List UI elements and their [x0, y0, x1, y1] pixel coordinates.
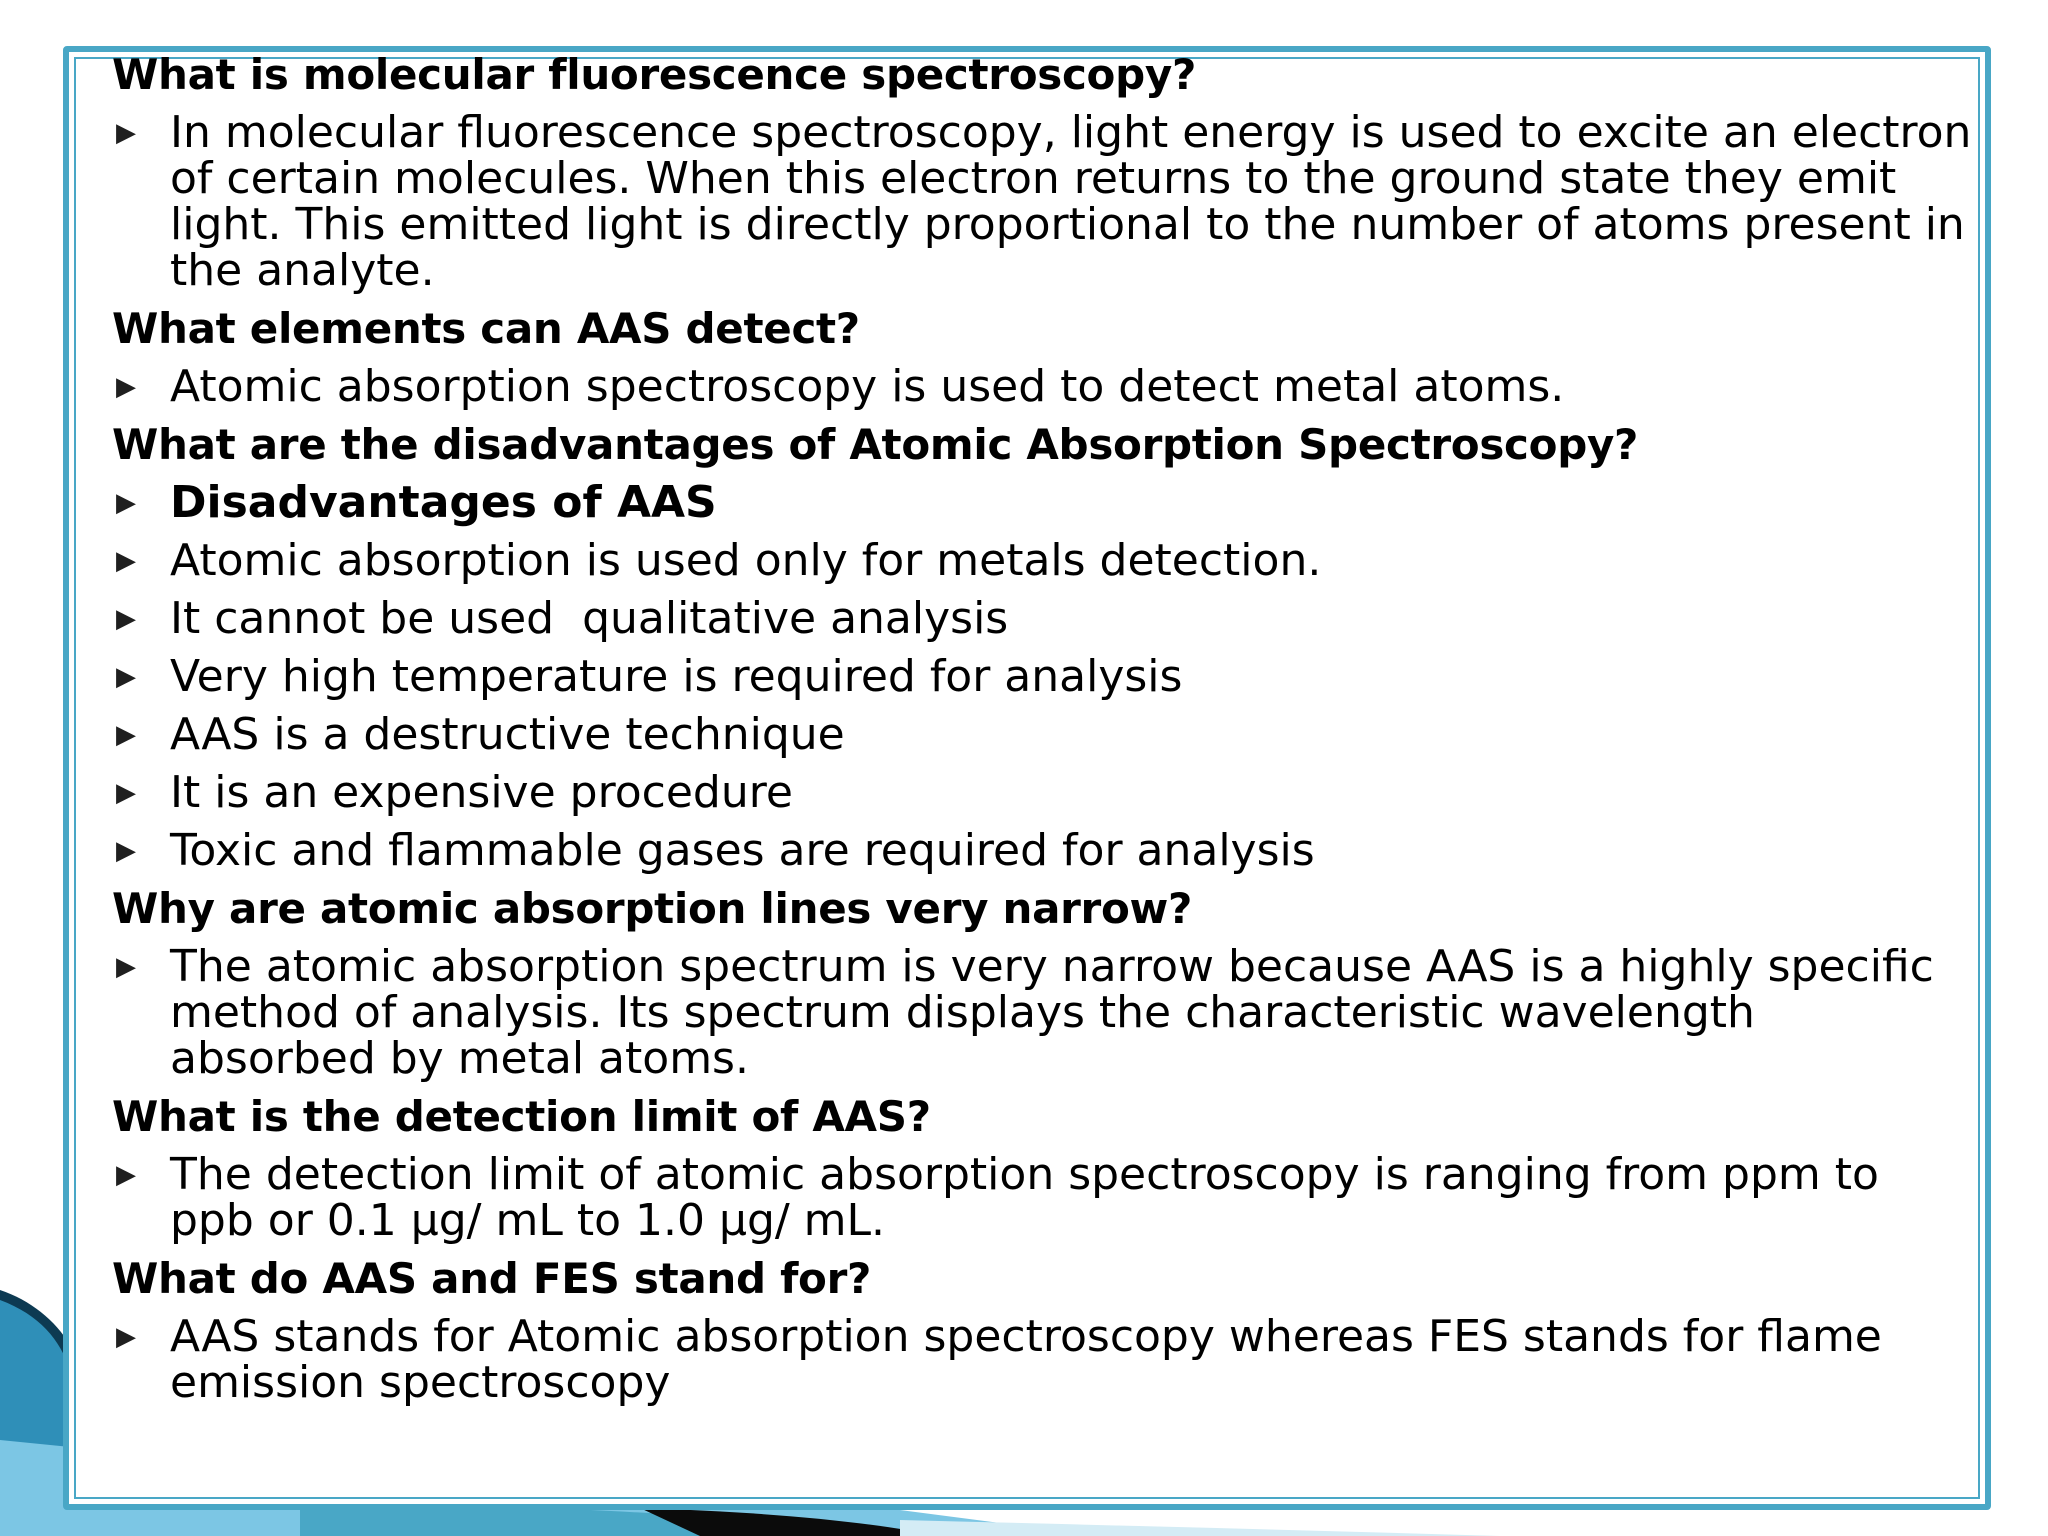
bullet-text: The detection limit of atomic absorption spectroscopy is ranging from ppm to ppb or 0.1 µg/ mL to 1.0 µg/ mL.: [170, 1149, 1879, 1246]
bullet-item: [112, 107, 1972, 296]
triangle-right-icon: ▶: [116, 546, 136, 576]
triangle-right-icon: ▶: [116, 604, 136, 634]
question-heading: What is molecular fluorescence spectroscopy?: [112, 50, 1197, 99]
question-heading: Why are atomic absorption lines very narrow?: [112, 884, 1193, 933]
bullet-text: Toxic and flammable gases are required for analysis: [170, 825, 1315, 876]
bullet-text: Atomic absorption spectroscopy is used to detect metal atoms.: [170, 361, 1565, 412]
bullet-item: [112, 477, 1972, 528]
bullet-text: The atomic absorption spectrum is very narrow because AAS is a highly specific method of analysis. Its spectrum displays the characteristic wavelength absorbed by metal atoms.: [170, 941, 1934, 1084]
triangle-right-icon: ▶: [116, 1160, 136, 1190]
triangle-right-icon: ▶: [116, 952, 136, 982]
triangle-right-icon: ▶: [116, 372, 136, 402]
bullet-text: Very high temperature is required for analysis: [170, 651, 1183, 702]
bullet-item: [112, 941, 1972, 1084]
swoosh-bottom-faint: [900, 1520, 1500, 1536]
bullet-text: In molecular fluorescence spectroscopy, light energy is used to excite an electron of certain molecules. When this electron returns to the ground state they emit light. This emitted light is directly proportional to the number of atoms present in the analyte.: [170, 107, 1972, 296]
triangle-right-icon: ▶: [116, 488, 136, 518]
bullet-item: [112, 1149, 1972, 1246]
bullet-item: [112, 593, 1972, 644]
bullet-text: AAS stands for Atomic absorption spectroscopy whereas FES stands for flame emission spectroscopy: [170, 1311, 1882, 1408]
bullet-text: It is an expensive procedure: [170, 767, 793, 818]
bullet-item: [112, 535, 1972, 586]
bullet-text: AAS is a destructive technique: [170, 709, 845, 760]
triangle-right-icon: ▶: [116, 778, 136, 808]
question-heading: What do AAS and FES stand for?: [112, 1254, 872, 1303]
bullet-item: [112, 651, 1972, 702]
bullet-item: [112, 361, 1972, 412]
bullet-text: It cannot be used qualitative analysis: [170, 593, 1009, 644]
triangle-right-icon: ▶: [116, 118, 136, 148]
triangle-right-icon: ▶: [116, 720, 136, 750]
triangle-right-icon: ▶: [116, 1322, 136, 1352]
triangle-right-icon: ▶: [116, 662, 136, 692]
question-heading: What are the disadvantages of Atomic Absorption Spectroscopy?: [112, 420, 1639, 469]
triangle-right-icon: ▶: [116, 836, 136, 866]
bullet-text: Disadvantages of AAS: [170, 477, 717, 528]
bullet-item: [112, 1311, 1972, 1408]
bullet-text: Atomic absorption is used only for metals detection.: [170, 535, 1322, 586]
bullet-item: [112, 825, 1972, 876]
bullet-item: [112, 709, 1972, 760]
question-heading: What elements can AAS detect?: [112, 304, 860, 353]
bullet-item: [112, 767, 1972, 818]
slide-content: [112, 52, 1972, 1472]
question-heading: What is the detection limit of AAS?: [112, 1092, 931, 1141]
